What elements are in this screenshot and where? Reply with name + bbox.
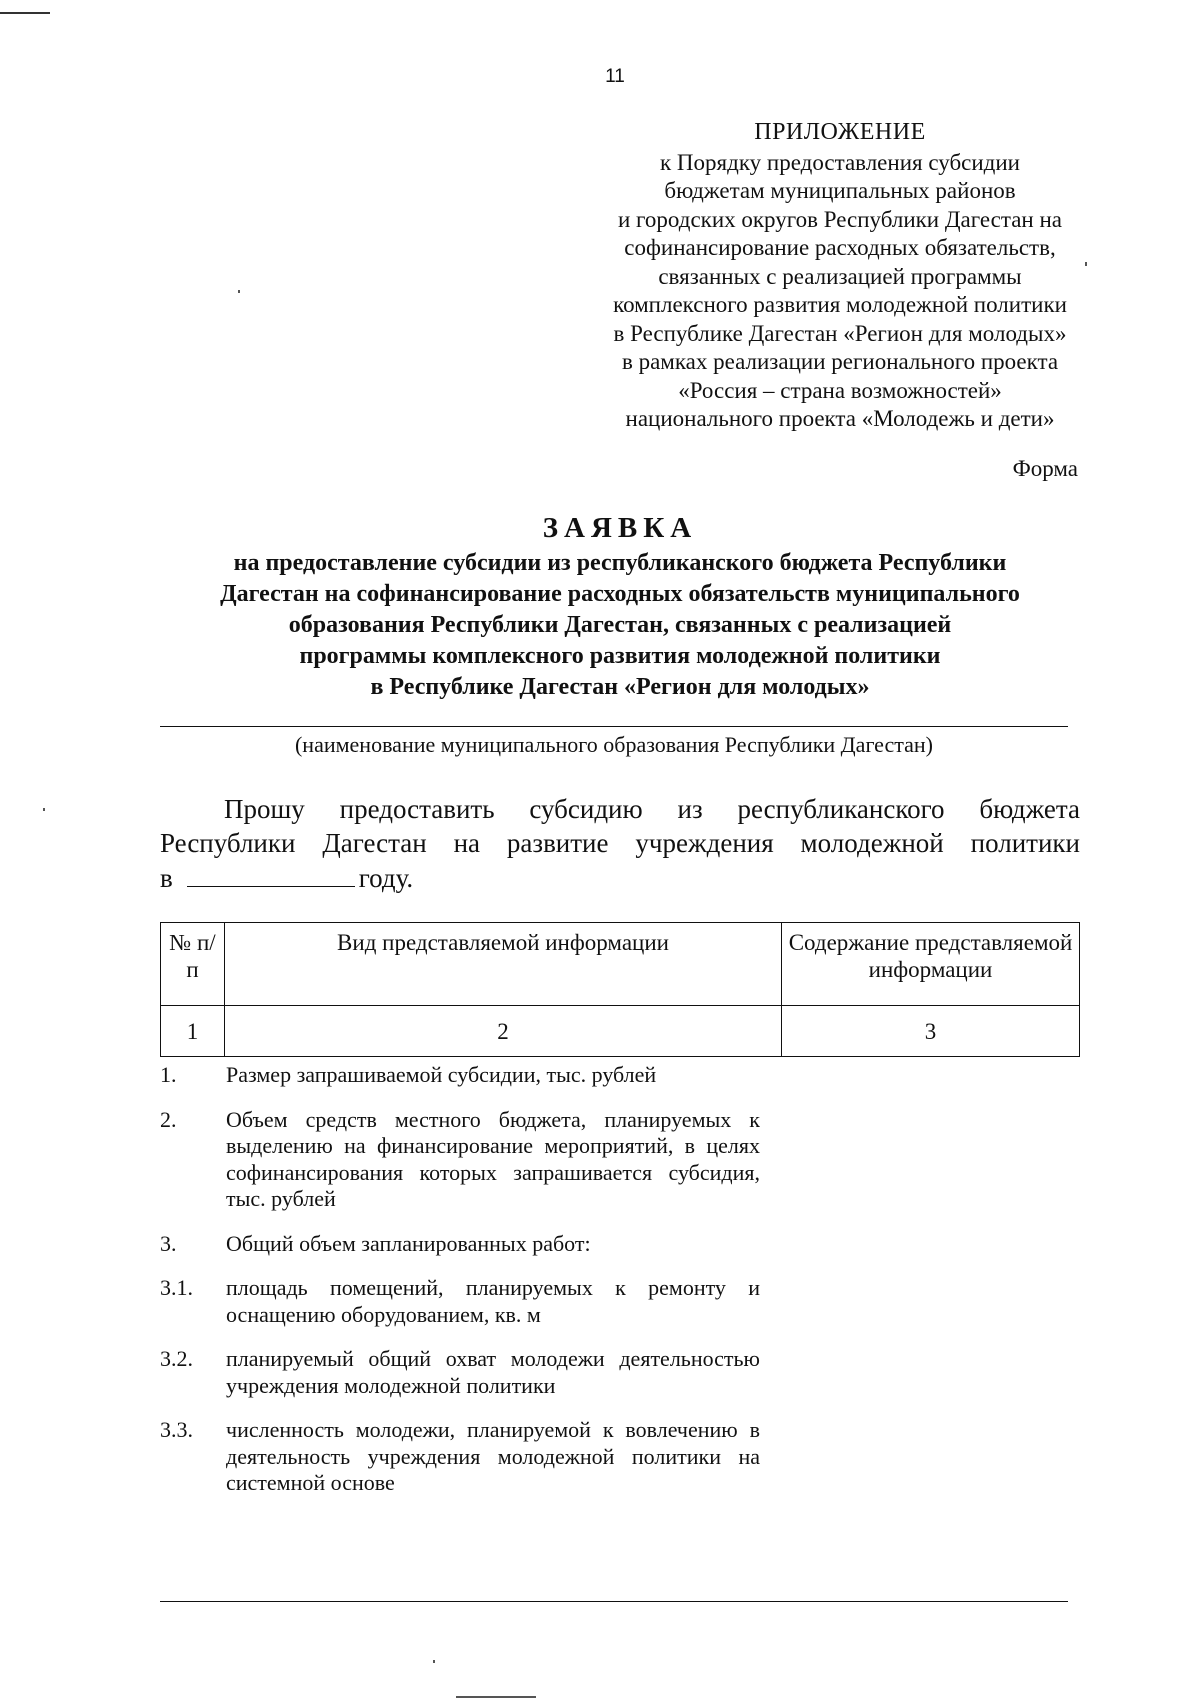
row-number: 1. [160,1062,177,1087]
appendix-line: к Порядку предоставления субсидии [660,149,1020,175]
appendix-line: в рамках реализации регионального проекта [621,349,1059,374]
row-text: численность молодежи, планируемой к вовлечению в деятельность учреждения молодежной политики на системной основе [226,1417,760,1495]
row-text: Объем средств местного бюджета, планируемых к выделению на финансирование мероприятий, в целях софинансирования которых запрашивается субсидия, тыс. рублей [226,1106,760,1211]
subtitle-line: на предоставление субсидии из республиканского бюджета Республики [233,550,1007,576]
row-text: планируемый общий охват молодежи деятельностью учреждения молодежной политики [226,1346,760,1398]
scan-edge-mark [0,12,50,14]
table-row [160,1107,760,1213]
appendix-block [580,118,1100,434]
header-number: № п/п [161,923,225,1006]
appendix-heading: ПРИЛОЖЕНИЕ [754,119,926,145]
table-row [160,1346,760,1399]
request-paragraph [160,792,1080,860]
request-line-1: Прошу предоставить субсидию из республиканского бюджета [224,794,1080,824]
subtitle-line: программы комплексного развития молодежной политики [299,643,941,669]
header-info-content: Содержание представляемой информации [782,923,1080,1006]
request-prefix: в [160,863,173,893]
row-text: Общий объем запланированных работ: [226,1230,591,1256]
subtitle-line: образования Республики Дагестан, связанных с реализацией [288,612,952,638]
table-row [160,1417,760,1497]
appendix-line: «Россия – страна возможностей» [678,377,1002,403]
document-subtitle [160,548,1080,703]
table-body-rows [160,1062,760,1515]
scan-speck [1085,262,1087,266]
table-row [160,1275,760,1328]
document-title: ЗАЯВКА [542,512,698,544]
scan-speck [238,290,240,293]
request-suffix: году. [358,863,414,893]
appendix-line: национального проекта «Молодежь и дети» [625,406,1055,431]
scan-speck [43,808,45,811]
request-line-2: Республики Дагестан на развитие учреждения молодежной политики [160,828,1080,858]
appendix-line: в Республике Дагестан «Регион для молодых» [613,320,1067,346]
year-blank-field [187,860,355,887]
appendix-line: софинансирование расходных обязательств, [624,235,1056,260]
table-row [160,1231,760,1258]
row-number: 3.1. [160,1275,193,1300]
form-label: Форма [1012,456,1078,481]
table-column-numbers-row [161,1006,1080,1057]
column-number: 3 [782,1006,1080,1057]
row-text: площадь помещений, планируемых к ремонту и оснащению оборудованием, кв. м [226,1275,760,1327]
appendix-line: бюджетам муниципальных районов [664,178,1016,203]
bottom-rule [160,1601,1068,1602]
appendix-line: комплексного развития молодежной политики [613,292,1067,317]
row-number: 3. [160,1230,177,1256]
request-year-line [160,860,413,895]
column-number: 2 [225,1006,782,1057]
appendix-line: связанных с реализацией программы [658,263,1022,289]
row-number: 3.3. [160,1417,193,1442]
appendix-line: и городских округов Республики Дагестан на [617,206,1062,232]
header-info-type: Вид представляемой информации [225,923,782,1006]
column-number: 1 [161,1006,225,1057]
row-number: 2. [160,1106,177,1132]
info-table [160,922,1080,1057]
table-row [160,1062,760,1089]
scan-speck [433,1660,435,1663]
municipality-name-line [160,726,1068,727]
municipality-caption: (наименование муниципального образования Республики Дагестан) [294,732,934,757]
subtitle-line: Дагестан на софинансирование расходных обязательств муниципального [220,581,1020,607]
row-text: Размер запрашиваемой субсидии, тыс. рублей [226,1062,657,1087]
scan-bottom-mark [456,1696,536,1698]
page-number: 11 [605,66,625,87]
table-header-row [161,923,1080,1006]
row-number: 3.2. [160,1346,193,1371]
subtitle-line: в Республике Дагестан «Регион для молодых» [370,674,870,700]
